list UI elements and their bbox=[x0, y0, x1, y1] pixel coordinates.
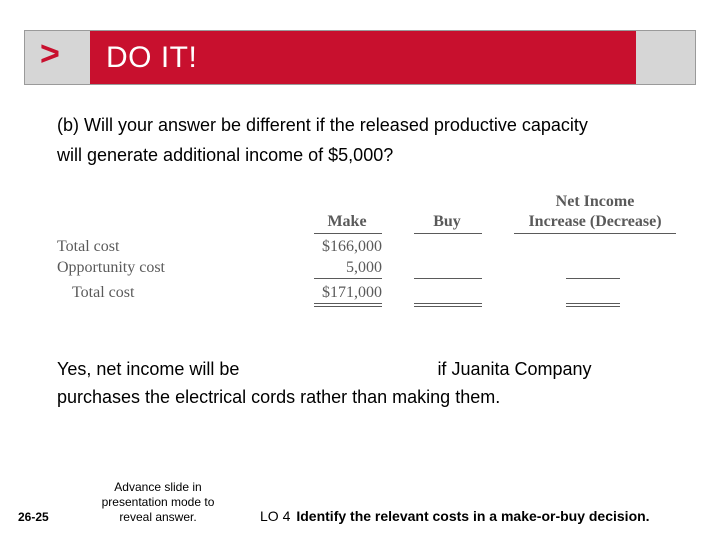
subtotal-rule-net-income bbox=[566, 278, 620, 279]
column-header-net-income-line1: Net Income bbox=[555, 193, 635, 210]
question-line-1: (b) Will your answer be different if the released productive capacity bbox=[57, 115, 588, 135]
subtotal-rule-buy bbox=[414, 278, 482, 279]
slide-number: 26-25 bbox=[18, 510, 49, 524]
answer-text bbox=[57, 355, 677, 411]
make-total-cost-final: $171,000 bbox=[322, 284, 382, 301]
column-header-buy: Buy bbox=[433, 213, 461, 230]
slide-title: DO IT! bbox=[106, 41, 198, 74]
double-rule-buy-2 bbox=[414, 306, 482, 307]
row-label-total-cost: Total cost bbox=[57, 238, 120, 255]
answer-line-2: purchases the electrical cords rather than making them. bbox=[57, 387, 501, 407]
header-underline-make bbox=[314, 233, 382, 234]
double-rule-net-1 bbox=[566, 303, 620, 304]
answer-part-2: if Juanita Company bbox=[437, 359, 592, 379]
make-opportunity-cost: 5,000 bbox=[346, 259, 382, 276]
column-header-make: Make bbox=[327, 213, 367, 230]
make-total-cost: $166,000 bbox=[322, 238, 382, 255]
double-rule-make-1 bbox=[314, 303, 382, 304]
advance-slide-note: Advance slide in presentation mode to reveal answer. bbox=[101, 480, 215, 524]
double-rule-buy-1 bbox=[414, 303, 482, 304]
header-underline-buy bbox=[414, 233, 482, 234]
row-label-total-cost-final: Total cost bbox=[72, 284, 135, 301]
question-line-2: will generate additional income of $5,000? bbox=[57, 145, 394, 165]
subtotal-rule-make bbox=[314, 278, 382, 279]
row-label-opportunity-cost: Opportunity cost bbox=[57, 259, 165, 276]
column-header-net-income-line2: Increase (Decrease) bbox=[528, 213, 662, 230]
answer-part-1: Yes, net income will be bbox=[57, 359, 240, 379]
header-underline-net-income bbox=[514, 233, 676, 234]
lo-number: LO 4 bbox=[260, 508, 291, 524]
answer-line-1 bbox=[57, 355, 677, 383]
lo-description: Identify the relevant costs in a make-or-buy decision. bbox=[296, 508, 650, 524]
learning-objective bbox=[260, 508, 650, 524]
arrow-icon: > bbox=[40, 35, 60, 73]
double-rule-make-2 bbox=[314, 306, 382, 307]
double-rule-net-2 bbox=[566, 306, 620, 307]
